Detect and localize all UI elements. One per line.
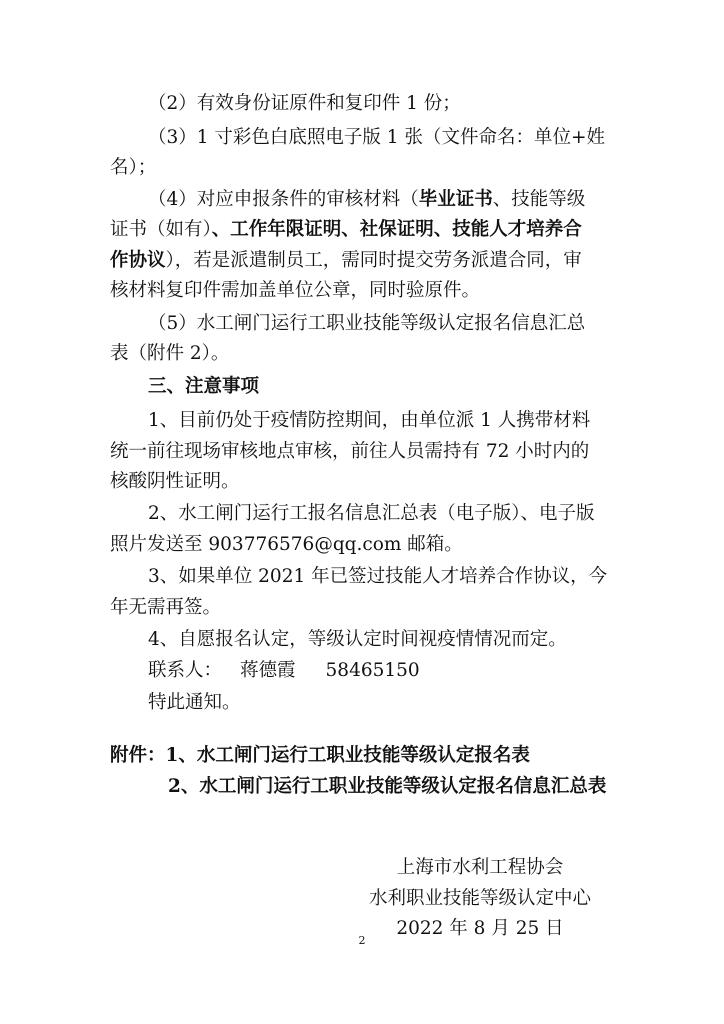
item-4-line4: 核材料复印件需加盖单位公章，同时验原件。 — [110, 280, 481, 301]
note-3-line2: 年无需再签。 — [110, 597, 222, 618]
note-4: 4、自愿报名认定，等级认定时间视疫情情况而定。 — [148, 629, 567, 650]
item-4-text: （4）对应申报条件的审核材料（ — [148, 189, 419, 210]
item-3-line2: 名）； — [110, 157, 157, 178]
item-4-bold-certs: 、工作年限证明、社保证明、技能人才培养合 — [211, 219, 582, 240]
item-4-bold-diploma: 毕业证书 — [418, 189, 493, 210]
attachments-line1 — [110, 741, 530, 771]
signature-date: 2022 年 8 月 25 日 — [396, 918, 564, 939]
item-4-text: 、技能等级 — [492, 189, 586, 210]
contact-line — [148, 656, 668, 686]
note-2-line1: 2、水工闸门运行工报名信息汇总表（电子版）、电子版 — [148, 503, 595, 524]
item-5-line1: （5）水工闸门运行工职业技能等级认定报名信息汇总 — [148, 313, 586, 334]
item-4-bold-agreement: 作协议 — [110, 250, 166, 271]
section-heading: 三、注意事项 — [148, 376, 260, 397]
attachment-2: 2、水工闸门运行工职业技能等级认定报名信息汇总表 — [168, 776, 607, 797]
note-1-line3: 核酸阴性证明。 — [110, 471, 240, 492]
note-2-line2: 照片发送至 903776576@qq.com 邮箱。 — [110, 534, 463, 555]
item-4-text: ），若是派遣制员工，需同时提交劳务派遣合同，审 — [165, 250, 582, 271]
attachment-1: 1、水工闸门运行工职业技能等级认定报名表 — [165, 745, 530, 766]
contact-phone: 58465150 — [325, 660, 420, 681]
note-1-line2: 统一前往现场审核地点审核，前往人员需持有 72 小时内的 — [110, 441, 590, 462]
closing-notice: 特此通知。 — [148, 692, 241, 713]
item-4-line1 — [148, 185, 668, 215]
item-4-text: 证书（如有） — [110, 219, 212, 240]
contact-label: 联系人： — [148, 660, 223, 681]
item-4-line2 — [110, 215, 630, 245]
page-number: 2 — [358, 934, 366, 947]
attachments-label: 附件： — [110, 745, 166, 766]
item-2: （2）有效身份证原件和复印件 1 份； — [148, 93, 461, 114]
item-5-line2: 表（附件 2）。 — [110, 343, 230, 364]
note-1-line1: 1、目前仍处于疫情防控期间，由单位派 1 人携带材料 — [148, 410, 591, 431]
item-4-line3 — [110, 246, 630, 276]
contact-name: 蒋德霞 — [240, 660, 296, 681]
note-3-line1: 3、如果单位 2021 年已签过技能人才培养合作协议，今 — [148, 566, 608, 587]
signature-org: 上海市水利工程协会 — [396, 857, 564, 878]
signature-center: 水利职业技能等级认定中心 — [368, 888, 591, 909]
item-3-line1: （3）1 寸彩色白底照电子版 1 张（文件命名：单位+姓 — [148, 127, 605, 148]
